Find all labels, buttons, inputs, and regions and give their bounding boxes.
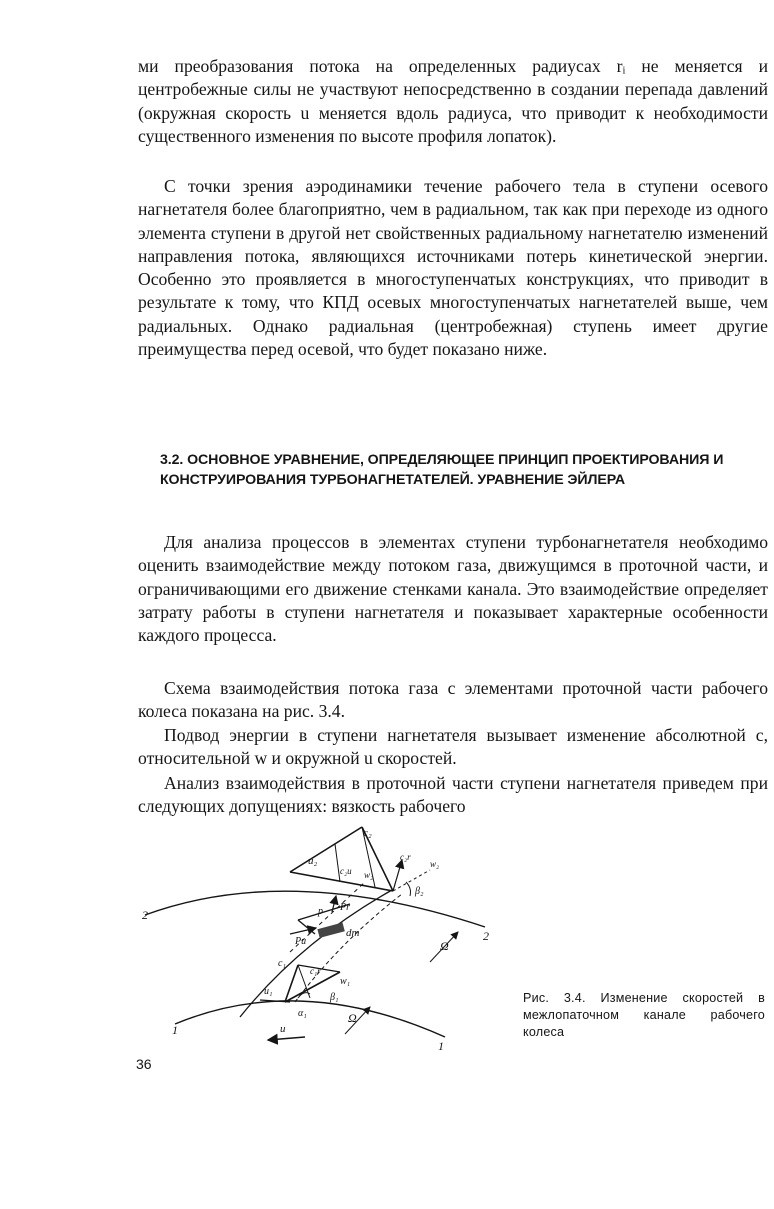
velocity-diagram [140,822,510,1052]
paragraph-text: С точки зрения аэродинамики течение рабочего тела в ступени осевого нагнетателя более благоприятно, чем в радиальном, так как при переходе из одного элемента ступени в другой нет свойственных радиальному нагнетателю изменений направления потока, являющихся источниками потерь кинетической энергии. Особенно это проявляется в многоступенчатых конструкциях, что приводит в результате к тому, что КПД осевых многоступенчатых нагнетателей выше, чем радиальных. Однако радиальная (центробежная) ступень имеет другие преимущества перед осевой, что будет показано ниже. [138,176,768,360]
body-paragraph [138,55,768,148]
outer-blade-curve [145,891,485,927]
figure-caption: Рис. 3.4. Изменение скоростей в межлопаточном канале рабочего колеса [523,991,765,1039]
label-w2: w₂ [364,870,374,880]
label-alpha1: α₁ [298,1008,307,1019]
beta2-arc [406,882,411,896]
body-paragraph [138,531,768,647]
label-curve2-left: 2 [142,908,148,922]
label-u1: u₁ [264,986,273,997]
paragraph-text: Схема взаимодействия потока газа с элементами проточной части рабочего колеса показана на рис. 3.4. [138,678,768,722]
blade-profile [240,890,392,1017]
label-omega-lower: Ω [348,1011,357,1025]
paragraph-text: Анализ взаимодействия в проточной части ступени нагнетателя приведем при следующих допущениях: вязкость рабочего [138,773,768,817]
label-curve1-left: 1 [172,1023,178,1037]
label-beta1: β₁ [330,992,339,1003]
body-paragraph [138,677,768,724]
label-u-bottom: u [280,1023,286,1035]
label-c2r: c₂r [400,852,411,862]
paragraph-text: Подвод энергии в ступени нагнетателя вызывает изменение абсолютной c, относительной w и окружной u скоростей. [138,725,768,769]
label-c2u: c₂u [340,866,352,876]
u-rotation-arrow [268,1037,305,1040]
label-w1: w₁ [340,976,351,987]
c2u-line [335,844,340,882]
section-heading: 3.2. ОСНОВНОЕ УРАВНЕНИЕ, ОПРЕДЕЛЯЮЩЕЕ ПРИНЦИП ПРОЕКТИРОВАНИЯ И КОНСТРУИРОВАНИЯ ТУРБОНАГНЕТАТЕЛЕЙ. УРАВНЕНИЕ ЭЙЛЕРА [160,452,724,488]
label-c2: c₂ [363,827,372,839]
label-curve1-right: 1 [438,1039,444,1052]
label-p: p [318,906,323,917]
label-omega-upper: Ω [440,939,449,953]
page-number: 36 [136,1056,152,1072]
label-c1r: c₁r [310,966,321,976]
label-pr: Pr [340,902,350,913]
body-paragraph [138,724,768,771]
body-paragraph [138,772,768,819]
label-c1: c₁ [278,958,286,969]
dm-element [317,923,344,938]
paragraph-text: Для анализа процессов в элементах ступени турбонагнетателя необходимо оценить взаимодействие между потоком газа, движущимся в проточной части, и ограничивающими его движение стенками канала. Это взаимодействие определяет затрату работы в ступени нагнетателя и показывает характерные особенности каждого процесса. [138,532,768,646]
inner-blade-curve [175,1001,445,1037]
label-curve2-right: 2 [483,929,489,943]
paragraph-text: ми преобразования потока на определенных радиусах rᵢ не меняется и центробежные силы не участвуют непосредственно в создании перепада давлений (окружная скорость u меняется вдоль радиуса, что приводит к необходимости существенного изменения по высоте профиля лопаток). [138,56,768,146]
velocity-triangle-figure [140,822,510,1052]
label-pu: Pu [295,936,307,947]
label-u2: u₂ [308,855,318,867]
label-beta2: β₂ [415,886,424,897]
label-w2-right: w₂ [430,859,440,869]
label-dm: dm [346,927,360,939]
body-paragraph [138,175,768,361]
